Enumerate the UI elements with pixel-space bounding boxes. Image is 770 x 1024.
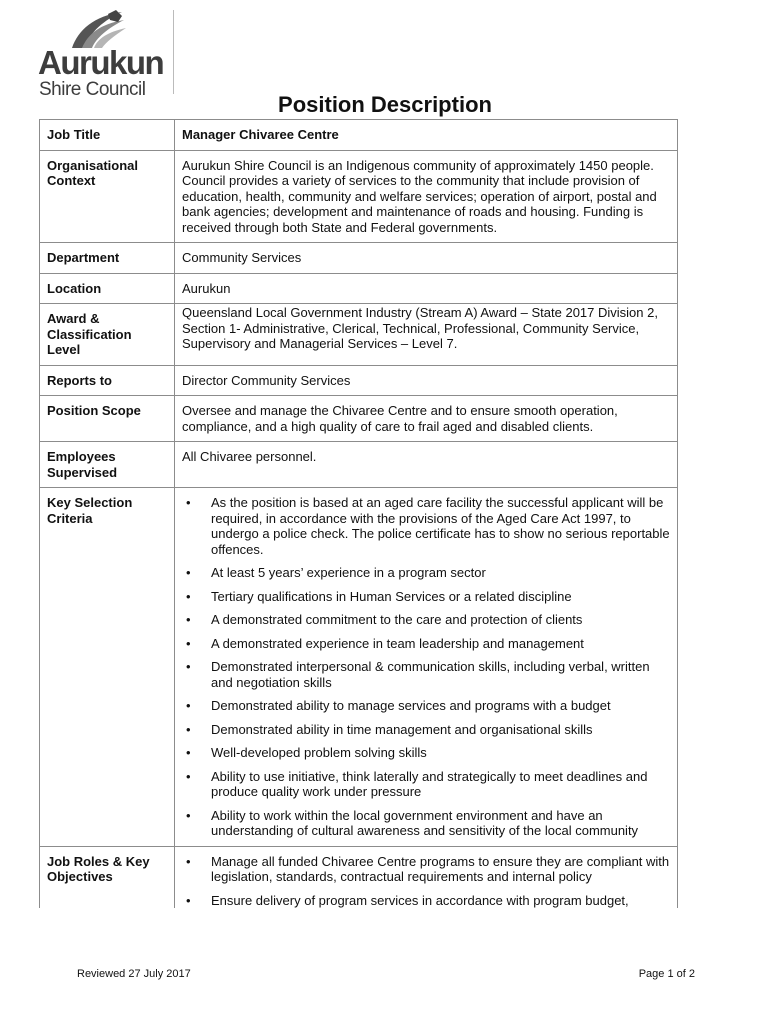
list-item: • Tertiary qualifications in Human Services or a related discipline — [182, 589, 671, 605]
row-employees — [40, 442, 678, 488]
scope-label: Position Scope — [40, 396, 175, 442]
job-title-label: Job Title — [40, 120, 175, 151]
logo-name-line2: Shire Council — [39, 79, 146, 100]
list-item: • Ability to use initiative, think laterally and strategically to meet deadlines and produce quality work under pressure — [182, 769, 671, 800]
row-location — [40, 273, 678, 304]
ksc-label: Key Selection Criteria — [40, 488, 175, 847]
row-scope — [40, 396, 678, 442]
row-job-title — [40, 120, 678, 151]
list-item: • Well-developed problem solving skills — [182, 745, 671, 761]
list-item: • Demonstrated ability to manage services and programs with a budget — [182, 698, 671, 714]
department-value: Community Services — [175, 243, 678, 274]
footer-page-number: Page 1 of 2 — [638, 968, 695, 980]
ksc-value — [175, 488, 678, 847]
award-label: Award & Classification Level — [40, 304, 175, 366]
list-item: • A demonstrated commitment to the care and protection of clients — [182, 612, 671, 628]
list-item: • A demonstrated experience in team leadership and management — [182, 636, 671, 652]
list-item: • Ability to work within the local government environment and have an understanding of cultural awareness and sensitivity of the local community — [182, 808, 671, 839]
list-item: • Demonstrated interpersonal & communication skills, including verbal, written and negotiation skills — [182, 659, 671, 690]
row-department — [40, 243, 678, 274]
position-description-table — [39, 119, 678, 908]
page-title: Position Description — [278, 92, 492, 117]
list-item: • As the position is based at an aged care facility the successful applicant will be required, in accordance with the provisions of the Aged Care Act 1997, to undergo a police check. The police certificate has to show no serious reportable offences. — [182, 495, 671, 557]
ksc-list — [182, 495, 671, 839]
job-title-value: Manager Chivaree Centre — [175, 120, 678, 151]
list-item: • Manage all funded Chivaree Centre programs to ensure they are compliant with legislation, standards, contractual requirements and internal policy — [182, 854, 671, 885]
logo-name-line1: Aurukun — [38, 44, 164, 81]
context-label: Organisational Context — [40, 150, 175, 243]
employees-label: Employees Supervised — [40, 442, 175, 488]
context-value: Aurukun Shire Council is an Indigenous community of approximately 1450 people. Council provides a variety of services to the community that include provision of education, health, community and welfare services; operation of airport, postal and bank agencies; development and maintenance of roads and housing. Funding is received through both State and Federal governments. — [175, 150, 678, 243]
row-ksc — [40, 488, 678, 847]
row-reports — [40, 365, 678, 396]
reports-value: Director Community Services — [175, 365, 678, 396]
scope-value: Oversee and manage the Chivaree Centre and to ensure smooth operation, compliance, and a high quality of care to frail aged and disabled clients. — [175, 396, 678, 442]
council-logo — [36, 8, 176, 98]
employees-value: All Chivaree personnel. — [175, 442, 678, 488]
roles-list — [182, 854, 671, 909]
department-label: Department — [40, 243, 175, 274]
row-context — [40, 150, 678, 243]
award-value: Queensland Local Government Industry (Stream A) Award – State 2017 Division 2, Section 1- Administrative, Clerical, Technical, Professional, Community Service, Supervisory and Managerial Services – Level 7. — [175, 304, 678, 366]
roles-value — [175, 846, 678, 908]
list-item: • Demonstrated ability in time management and organisational skills — [182, 722, 671, 738]
list-item: • Ensure delivery of program services in accordance with program budget, — [182, 893, 671, 909]
location-value: Aurukun — [175, 273, 678, 304]
row-roles — [40, 846, 678, 908]
roles-label: Job Roles & Key Objectives — [40, 846, 175, 908]
logo-divider — [173, 10, 174, 94]
row-award — [40, 304, 678, 366]
reports-label: Reports to — [40, 365, 175, 396]
list-item: • At least 5 years’ experience in a program sector — [182, 565, 671, 581]
footer-reviewed-date: Reviewed 27 July 2017 — [77, 968, 191, 980]
location-label: Location — [40, 273, 175, 304]
